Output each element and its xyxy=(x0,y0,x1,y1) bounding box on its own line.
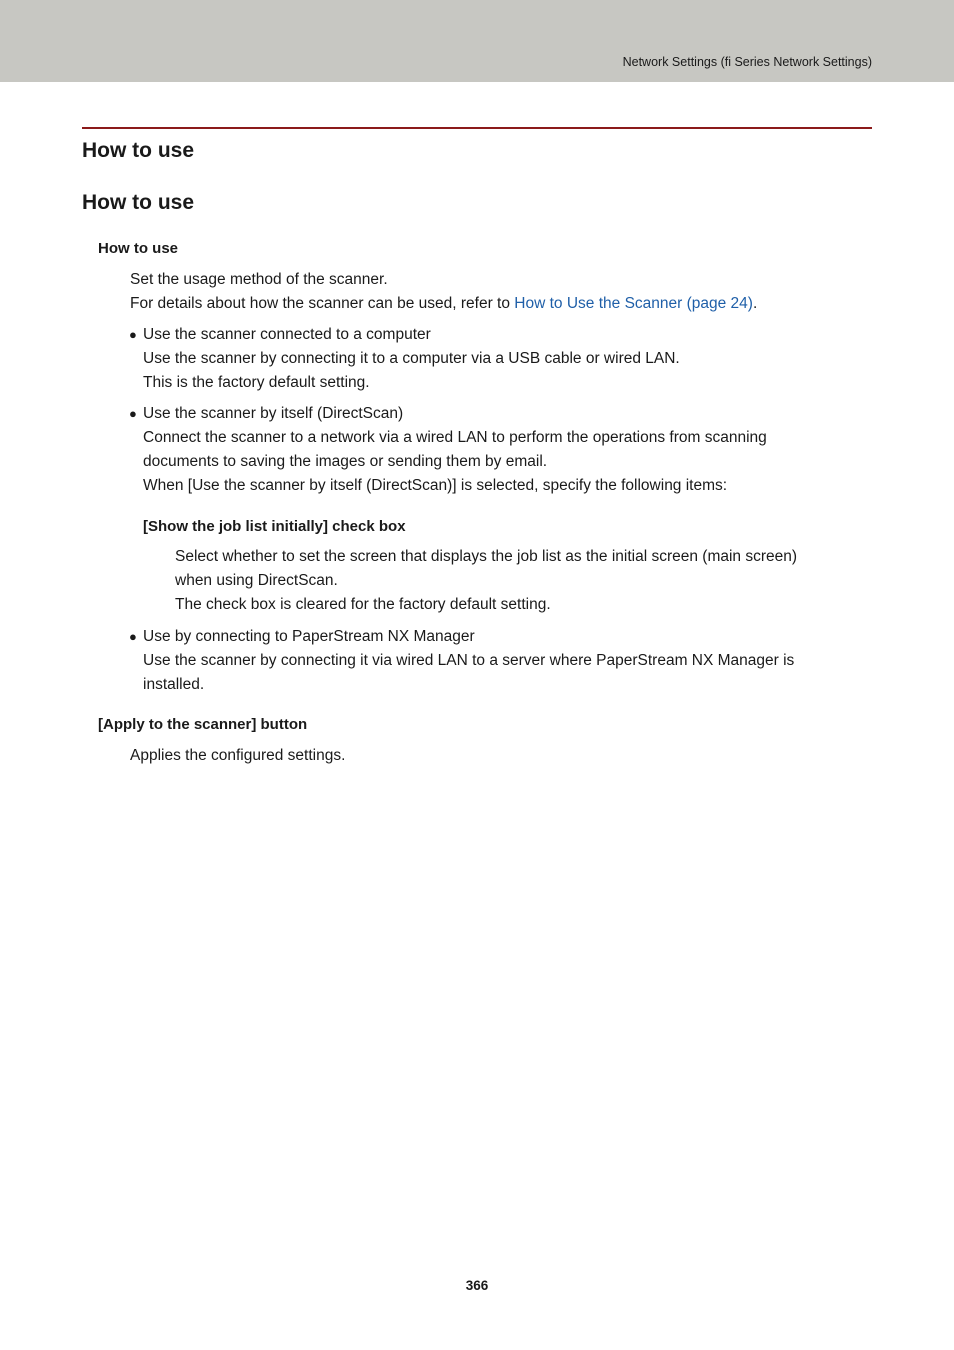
bullet-icon: ● xyxy=(129,327,137,342)
item-title-how-to-use: How to use xyxy=(98,240,179,257)
header-band xyxy=(0,0,954,82)
section-heading: How to use xyxy=(82,139,195,162)
item-description: Set the usage method of the scanner. xyxy=(130,271,388,288)
option-title: Use the scanner by itself (DirectScan) xyxy=(143,405,404,422)
option-description: documents to saving the images or sending them by email. xyxy=(143,453,548,470)
reference-suffix: . xyxy=(752,295,758,312)
option-description: When [Use the scanner by itself (DirectScan)] is selected, specify the following items: xyxy=(143,477,728,494)
item-title-apply-button: [Apply to the scanner] button xyxy=(98,716,308,733)
option-description: This is the factory default setting. xyxy=(143,374,370,391)
option-description: Use the scanner by connecting it to a computer via a USB cable or wired LAN. xyxy=(143,350,680,367)
item-description: Applies the configured settings. xyxy=(130,747,346,764)
option-description: Connect the scanner to a network via a wired LAN to perform the operations from scanning xyxy=(143,429,767,446)
option-title: Use by connecting to PaperStream NX Manager xyxy=(143,628,475,645)
running-header: Network Settings (fi Series Network Settings) xyxy=(622,55,872,69)
item-description: Select whether to set the screen that displays the job list as the initial screen (main screen) xyxy=(175,548,798,565)
item-title-job-list-checkbox: [Show the job list initially] check box xyxy=(143,518,406,535)
bullet-icon: ● xyxy=(129,629,137,644)
option-description: Use the scanner by connecting it via wired LAN to a server where PaperStream NX Manager is xyxy=(143,652,795,669)
bullet-icon: ● xyxy=(129,406,137,421)
how-to-use-scanner-link[interactable]: How to Use the Scanner (page 24) xyxy=(514,295,753,312)
option-title: Use the scanner connected to a computer xyxy=(143,326,431,343)
section-divider xyxy=(82,127,872,129)
item-description-reference xyxy=(130,292,757,316)
reference-prefix: For details about how the scanner can be used, refer to xyxy=(130,295,515,312)
item-description: when using DirectScan. xyxy=(175,572,338,589)
page-number: 366 xyxy=(465,1278,489,1293)
item-description: The check box is cleared for the factory default setting. xyxy=(175,596,551,613)
subsection-heading: How to use xyxy=(82,191,195,214)
option-description: installed. xyxy=(143,676,205,693)
